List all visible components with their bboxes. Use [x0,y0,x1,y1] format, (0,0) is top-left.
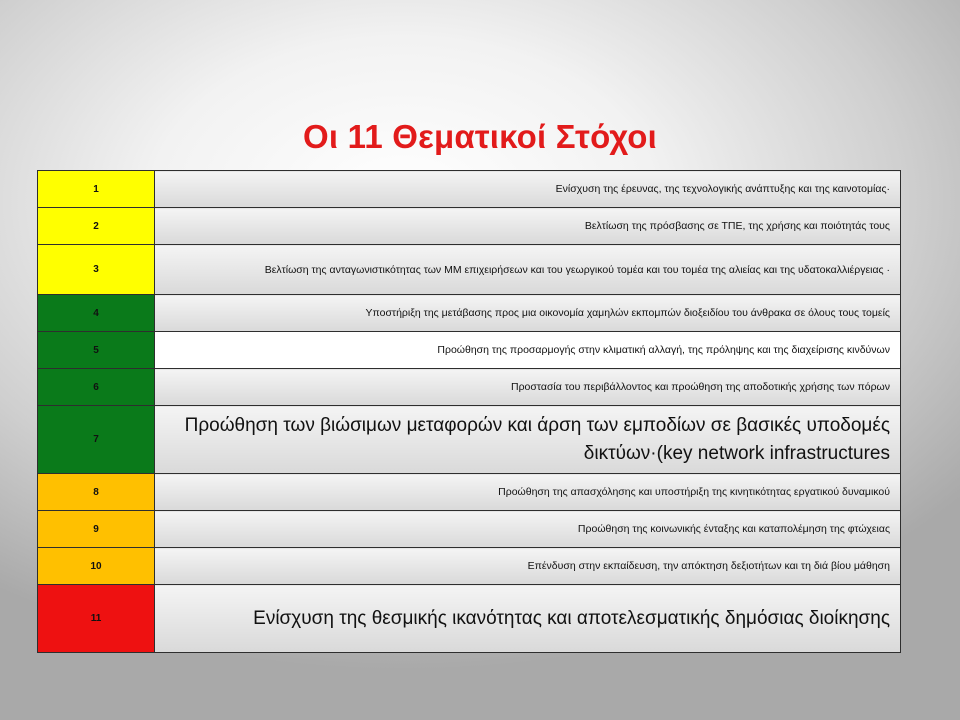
thematic-goals-table [37,170,901,653]
goal-description: Επένδυση στην εκπαίδευση, την απόκτηση δεξιοτήτων και τη διά βίου μάθηση [155,548,901,585]
goal-number: 1 [38,171,155,208]
table-row [38,474,901,511]
goal-number: 5 [38,332,155,369]
goal-number: 11 [38,585,155,653]
slide-title: Οι 11 Θεματικοί Στόχοι [302,118,658,155]
goal-number: 8 [38,474,155,511]
table-row [38,406,901,474]
goal-number: 9 [38,511,155,548]
goal-number: 4 [38,295,155,332]
goal-description: Υποστήριξη της μετάβασης προς μια οικονομία χαμηλών εκπομπών διοξειδίου του άνθρακα σε όλους τους τομείς [155,295,901,332]
goal-number: 6 [38,369,155,406]
goal-description: Βελτίωση της πρόσβασης σε ΤΠΕ, της χρήσης και ποιότητάς τους [155,208,901,245]
table-row [38,511,901,548]
goal-description: Βελτίωση της ανταγωνιστικότητας των ΜΜ επιχειρήσεων και του γεωργικού τομέα και του τομέα της αλιείας και της υδατοκαλλιέργειας · [155,245,901,295]
goal-description: Προώθηση της απασχόλησης και υποστήριξη της κινητικότητας εργατικού δυναμικού [155,474,901,511]
table-row [38,208,901,245]
table-row [38,245,901,295]
goal-number: 2 [38,208,155,245]
goal-number: 7 [38,406,155,474]
goal-description: Ενίσχυση της έρευνας, της τεχνολογικής ανάπτυξης και της καινοτομίας· [155,171,901,208]
goal-number: 3 [38,245,155,295]
table-row [38,332,901,369]
goal-description: Προστασία του περιβάλλοντος και προώθηση της αποδοτικής χρήσης των πόρων [155,369,901,406]
goal-description: Προώθηση της προσαρμογής στην κλιματική αλλαγή, της πρόληψης και της διαχείρισης κινδύνων [155,332,901,369]
goal-number: 10 [38,548,155,585]
table-row [38,548,901,585]
table-row [38,369,901,406]
goal-description: Προώθηση της κοινωνικής ένταξης και καταπολέμηση της φτώχειας [155,511,901,548]
goal-description: Ενίσχυση της θεσμικής ικανότητας και αποτελεσματικής δημόσιας διοίκησης [155,585,901,653]
table-row [38,171,901,208]
table-row [38,295,901,332]
goal-description: Προώθηση των βιώσιμων μεταφορών και άρση των εμποδίων σε βασικές υποδομές δικτύων·(key network infrastructures [155,406,901,474]
table-row [38,585,901,653]
